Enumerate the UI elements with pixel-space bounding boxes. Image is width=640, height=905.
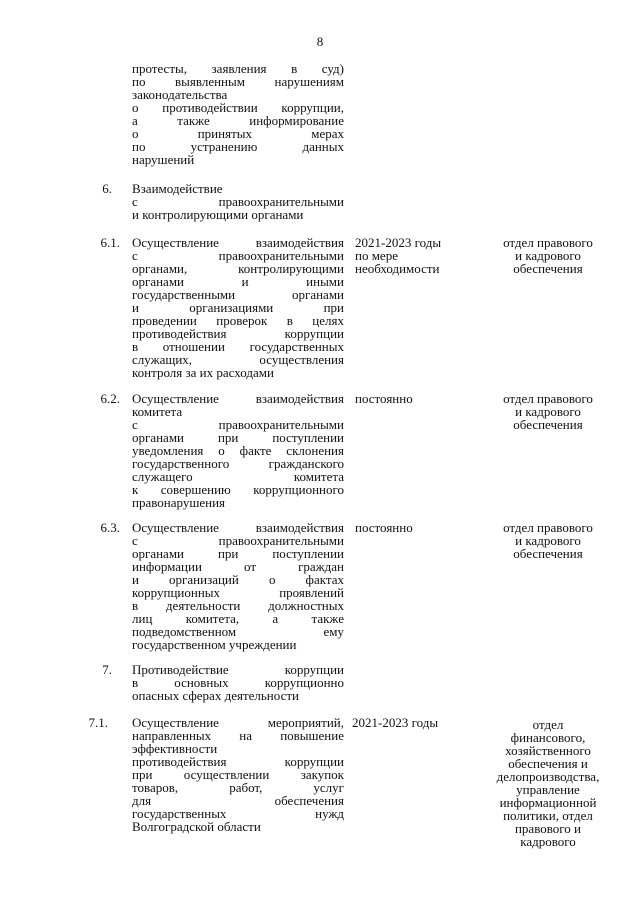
desc-line: в отношении государственных [132, 339, 344, 354]
desc-line: контроля за их расходами [132, 365, 274, 380]
continuation-description [132, 62, 344, 166]
desc-line: уведомления о факте склонения [132, 443, 344, 458]
resp-line: правового и [514, 821, 582, 836]
desc-line: информации от граждан [132, 559, 344, 574]
item-number: 6. [102, 181, 112, 196]
desc-line: Осуществление мероприятий, [132, 715, 344, 730]
item-description [132, 392, 344, 509]
desc-line: противодействия коррупции [132, 754, 344, 769]
desc-line: по устранению данных [132, 139, 344, 154]
desc-line: противодействия коррупции [132, 326, 344, 341]
desc-line: комитета [132, 404, 183, 419]
desc-line: по выявленным нарушениям [132, 74, 344, 89]
resp-line: обеспечения [513, 261, 583, 276]
desc-line: проведении проверок в целях [132, 313, 344, 328]
desc-line: государственных нужд [132, 806, 344, 821]
resp-line: управление [516, 782, 580, 797]
desc-line: опасных сферах деятельности [132, 688, 300, 703]
item-description [132, 182, 344, 221]
resp-line: и кадрового [515, 404, 581, 419]
desc-line: нарушений [132, 152, 195, 167]
item-description [132, 716, 344, 833]
desc-line: направленных на повышение [132, 728, 344, 743]
desc-line: при осуществлении закупок [132, 767, 344, 782]
desc-line: государственными органами [132, 287, 344, 302]
term-line: 2021-2023 годы [352, 715, 439, 730]
item-number: 6.2. [100, 391, 120, 406]
desc-line: о противодействии коррупции, [132, 100, 344, 115]
desc-line: правонарушения [132, 495, 226, 510]
item-responsible [484, 718, 612, 848]
item-number: 6.1. [100, 235, 120, 250]
desc-line: и организаций о фактах [132, 572, 344, 587]
desc-line: законодательства [132, 87, 228, 102]
desc-line: подведомственном ему [132, 624, 344, 639]
item-responsible [484, 236, 612, 275]
item-number: 6.3. [100, 520, 120, 535]
desc-line: к совершению коррупционного [132, 482, 344, 497]
item-description [132, 663, 344, 702]
desc-line: с правоохранительными [132, 533, 344, 548]
desc-line: Осуществление взаимодействия [132, 391, 344, 406]
item-responsible [484, 521, 612, 560]
desc-line: коррупционных проявлений [132, 585, 344, 600]
resp-line: отдел правового [503, 391, 593, 406]
desc-line: с правоохранительными [132, 194, 344, 209]
desc-line: органами, контролирующими [132, 261, 344, 276]
resp-line: обеспечения [513, 546, 583, 561]
desc-line: для обеспечения [132, 793, 344, 808]
desc-line: Осуществление взаимодействия [132, 520, 344, 535]
desc-line: о принятых мерах [132, 126, 344, 141]
desc-line: органами при поступлении [132, 546, 344, 561]
desc-line: служащих, осуществления [132, 352, 344, 367]
item-responsible [484, 392, 612, 431]
resp-line: обеспечения и [508, 756, 588, 771]
desc-line: Осуществление взаимодействия [132, 235, 344, 250]
desc-line: служащего комитета [132, 469, 344, 484]
desc-line: и контролирующими органами [132, 207, 304, 222]
resp-line: информационной [499, 795, 597, 810]
desc-line: лиц комитета, а также [132, 611, 344, 626]
desc-line: Противодействие коррупции [132, 662, 344, 677]
resp-line: политики, отдел [503, 808, 593, 823]
desc-line: с правоохранительными [132, 248, 344, 263]
resp-line: и кадрового [515, 248, 581, 263]
desc-line: государственном учреждении [132, 637, 297, 652]
desc-line: эффективности [132, 741, 218, 756]
desc-line: в основных коррупционно [132, 675, 344, 690]
item-description [132, 236, 344, 379]
page-number: 8 [316, 34, 324, 49]
item-number: 7.1. [88, 715, 108, 730]
resp-line: обеспечения [513, 417, 583, 432]
item-term [355, 392, 465, 405]
resp-line: делопроизводства, [496, 769, 600, 784]
term-line: постоянно [355, 391, 413, 406]
item-term [355, 236, 465, 275]
resp-line: хозяйственного [505, 743, 591, 758]
desc-line: Взаимодействие [132, 181, 223, 196]
resp-line: отдел [532, 717, 564, 732]
resp-line: отдел правового [503, 235, 593, 250]
desc-line: органами и иными [132, 274, 344, 289]
resp-line: кадрового [520, 834, 576, 849]
desc-line: и организациями при [132, 300, 344, 315]
desc-line: Волгоградской области [132, 819, 261, 834]
resp-line: отдел правового [503, 520, 593, 535]
desc-line: в деятельности должностных [132, 598, 344, 613]
item-number: 7. [102, 662, 112, 677]
resp-line: и кадрового [515, 533, 581, 548]
desc-line: товаров, работ, услуг [132, 780, 344, 795]
desc-line: а также информирование [132, 113, 344, 128]
term-line: постоянно [355, 520, 413, 535]
desc-line: государственного гражданского [132, 456, 344, 471]
term-line: необходимости [355, 261, 440, 276]
desc-line: органами при поступлении [132, 430, 344, 445]
item-term [355, 521, 465, 534]
item-term [352, 716, 462, 729]
resp-line: финансового, [510, 730, 586, 745]
term-line: по мере [355, 248, 398, 263]
desc-line: с правоохранительными [132, 417, 344, 432]
item-description [132, 521, 344, 651]
desc-line: протесты, заявления в суд) [132, 61, 344, 76]
term-line: 2021-2023 годы [355, 235, 442, 250]
